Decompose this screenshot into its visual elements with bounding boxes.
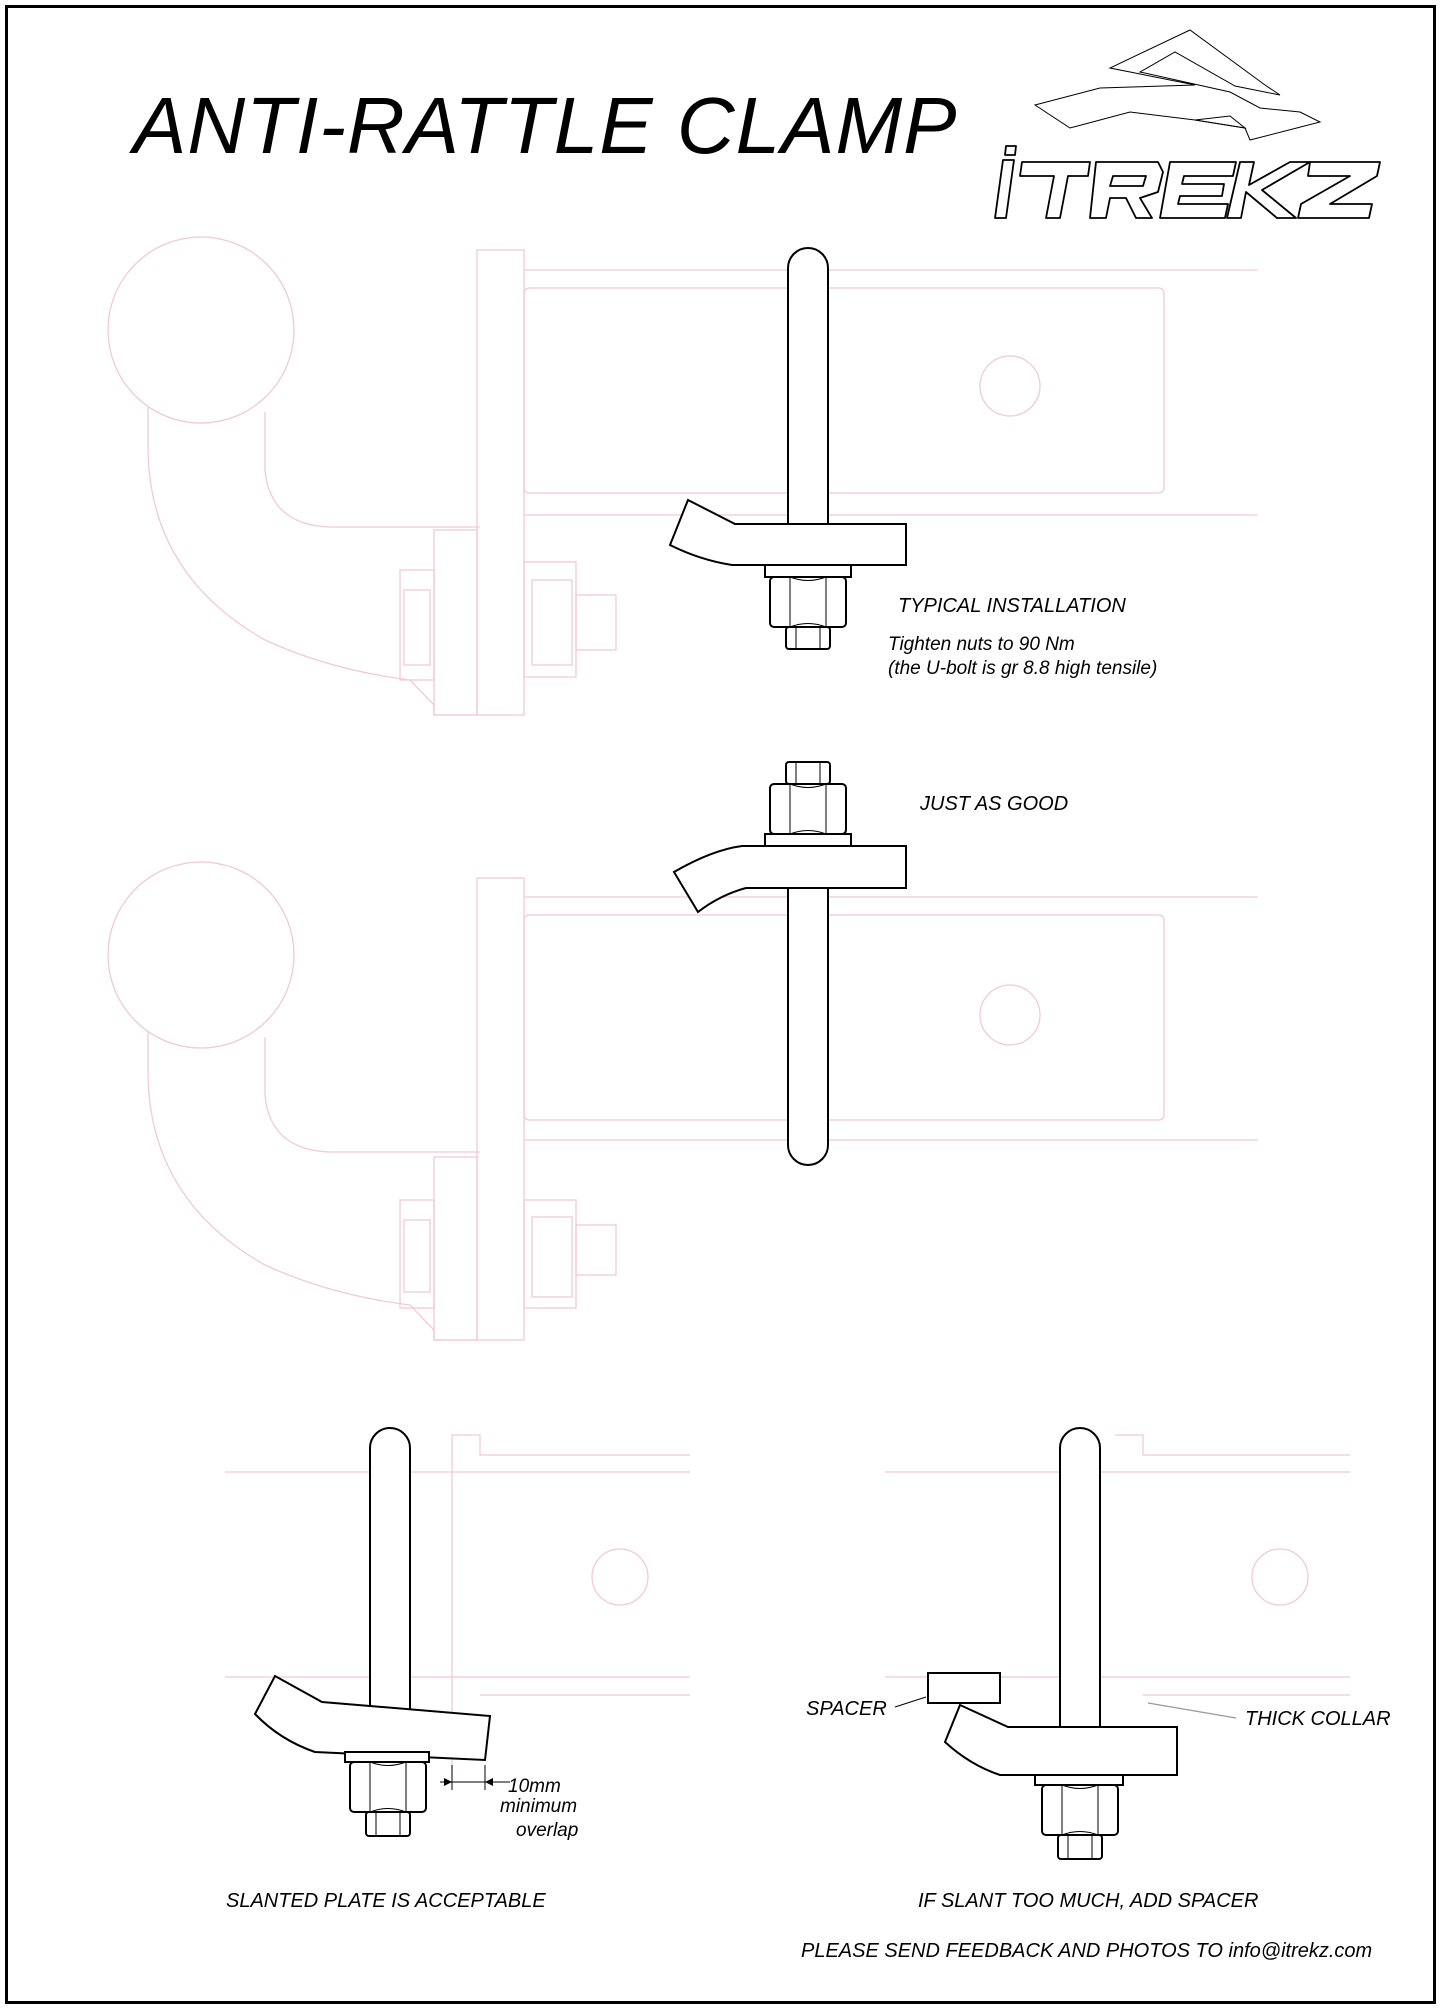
feedback-footer: PLEASE SEND FEEDBACK AND PHOTOS TO info@itrekz.com <box>801 1940 1373 1962</box>
collar-leader-line <box>1148 1703 1236 1718</box>
clamp-inverted <box>674 762 906 1165</box>
washer <box>765 834 851 846</box>
washer <box>765 565 851 577</box>
mountain-zigzag-logo-icon <box>1035 30 1320 140</box>
wordmark <box>995 146 1380 218</box>
lock-nut <box>786 762 830 784</box>
spacer-label: SPACER <box>806 1698 887 1720</box>
lock-nut <box>366 1812 410 1836</box>
clamp-slanted <box>255 1428 510 1836</box>
u-bolt-leg <box>788 846 828 1165</box>
clamp-with-spacer <box>895 1428 1236 1859</box>
washer <box>1035 1775 1123 1785</box>
just-as-good-heading: JUST AS GOOD <box>920 793 1069 815</box>
spacer-leader-line <box>895 1697 926 1707</box>
u-bolt-leg <box>1060 1428 1100 1775</box>
lock-nut <box>1058 1835 1102 1859</box>
towbar-background-2 <box>108 862 1258 1340</box>
bolt-grade-note: (the U-bolt is gr 8.8 high tensile) <box>888 658 1158 679</box>
clamp-typical <box>670 248 906 649</box>
hex-nut <box>350 1762 426 1812</box>
overlap-dimension <box>440 1765 510 1790</box>
hex-nut <box>770 577 846 627</box>
washer <box>345 1752 429 1762</box>
towbar-background-1 <box>108 237 1258 715</box>
towbar-background-4 <box>885 1435 1350 1695</box>
brand-logo <box>995 30 1380 218</box>
slanted-plate-caption: SLANTED PLATE IS ACCEPTABLE <box>226 1890 546 1912</box>
u-bolt-leg <box>788 248 828 525</box>
page-title: ANTI-RATTLE CLAMP <box>133 81 958 170</box>
thick-collar-label: THICK COLLAR <box>1245 1708 1391 1730</box>
torque-note: Tighten nuts to 90 Nm <box>888 634 1075 655</box>
add-spacer-caption: IF SLANT TOO MUCH, ADD SPACER <box>918 1890 1259 1912</box>
overlap-label-line-3: overlap <box>516 1820 579 1841</box>
hex-nut <box>1042 1785 1118 1835</box>
hex-nut <box>770 784 846 834</box>
overlap-label-line-1: 10mm <box>508 1776 561 1797</box>
lock-nut <box>786 627 830 649</box>
overlap-label-line-2: minimum <box>500 1796 578 1817</box>
typical-installation-heading: TYPICAL INSTALLATION <box>898 595 1126 617</box>
spacer-block <box>928 1673 1000 1703</box>
